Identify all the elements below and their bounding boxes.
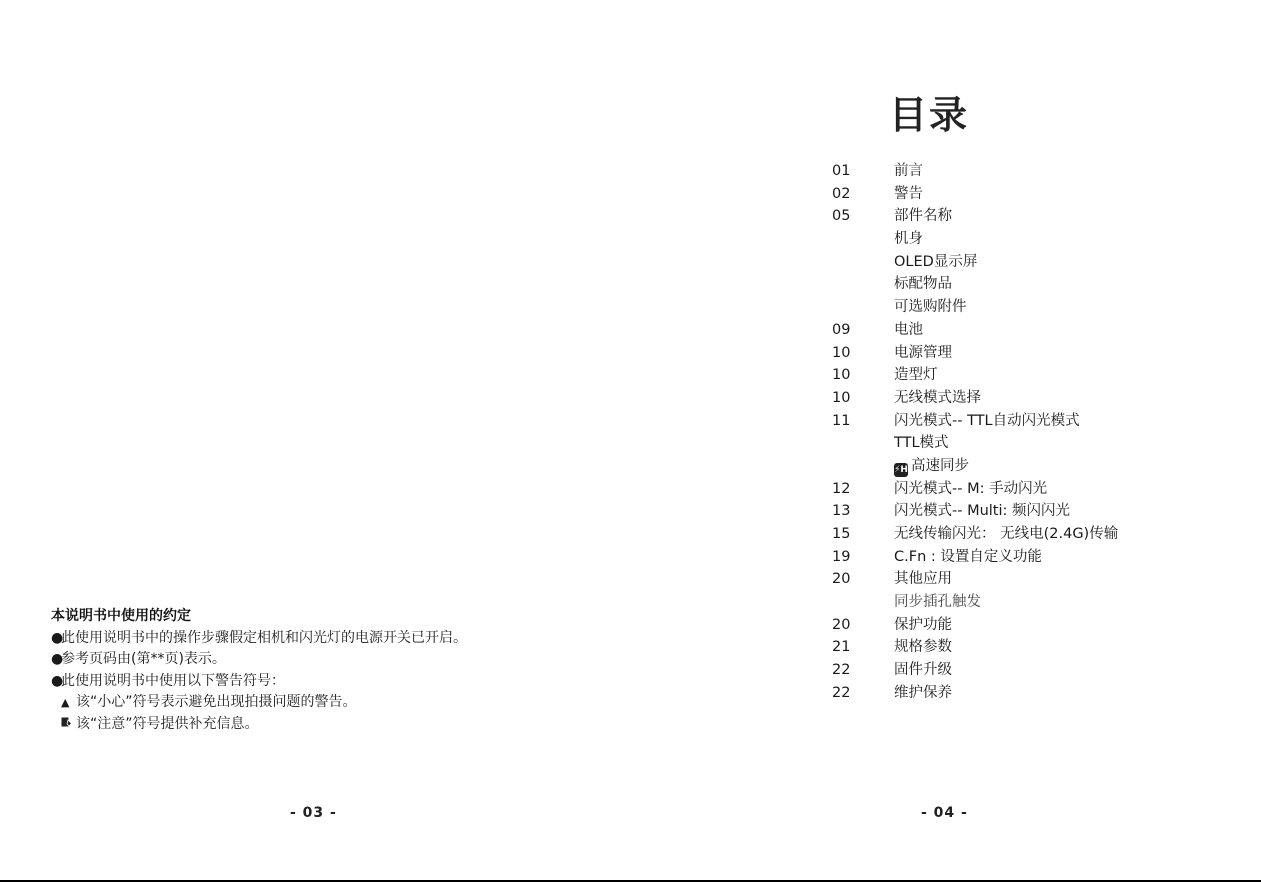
toc-page-number: 02 xyxy=(832,185,851,202)
bullet-item: ●此使用说明书中的操作步骤假定相机和闪光灯的电源开关已开启。 xyxy=(51,628,467,650)
toc-entry-text: 同步插孔触发 xyxy=(894,594,981,611)
toc-page-number: 01 xyxy=(832,163,851,179)
high-speed-sync-icon: ⚡H xyxy=(894,464,908,475)
toc-entry-text: 电源管理 xyxy=(894,344,952,361)
toc-page-number: 20 xyxy=(832,571,851,588)
toc-entry-text: 其他应用 xyxy=(894,571,952,588)
toc-entry-text: 前言 xyxy=(894,163,923,179)
toc-page-number: 13 xyxy=(832,503,851,520)
toc-entry-label xyxy=(894,500,1070,523)
toc-entry-label xyxy=(894,614,952,637)
toc-entry-text: 部件名称 xyxy=(894,208,952,225)
toc-entry-text: 无线传输闪光： 无线电(2.4G)传输 xyxy=(894,526,1119,542)
toc-entry-label xyxy=(894,523,1118,546)
toc-entry-text: OLED显示屏 xyxy=(894,253,978,270)
toc-entry-text: 闪光模式-- M: 手动闪光 xyxy=(894,480,1048,497)
bullet-item: ●此使用说明书中使用以下警告符号： xyxy=(51,671,467,693)
caution-symbol-line: ▲ 该“小心”符号表示避免出现拍摄问题的警告。 xyxy=(51,692,467,714)
toc-entry-label xyxy=(894,478,1047,501)
conventions-section xyxy=(51,606,467,735)
toc-entry-label xyxy=(894,228,923,251)
toc-page-number: 11 xyxy=(832,412,851,429)
toc-page-number: 05 xyxy=(832,208,851,225)
bullet-item: ●参考页码由(第**页)表示。 xyxy=(51,649,467,671)
toc-entry-text: 警告 xyxy=(894,185,923,202)
toc-entry-label xyxy=(894,205,952,228)
toc-entry-label xyxy=(894,387,981,410)
toc-page-number: 19 xyxy=(832,548,851,565)
toc-entry-text: 高速同步 xyxy=(911,457,969,474)
toc-page-number: 21 xyxy=(832,639,851,656)
toc-entry-text: 闪光模式-- TTL自动闪光模式 xyxy=(894,412,1080,429)
bullet-icon: ● xyxy=(51,629,64,646)
toc-page-number: 20 xyxy=(832,616,851,633)
toc-entry-label xyxy=(894,659,952,682)
caution-triangle-icon: ▲ xyxy=(61,696,70,709)
toc-page-number: 22 xyxy=(832,684,851,701)
toc-entry-text: 保护功能 xyxy=(894,616,952,633)
toc-entry-label xyxy=(894,342,952,365)
toc-entry-label xyxy=(894,636,952,659)
conventions-heading: 本说明书中使用的约定 xyxy=(51,608,191,624)
page-number-right: - 04 - xyxy=(921,805,968,821)
toc-entry-label xyxy=(894,364,938,387)
toc-entry-text: 造型灯 xyxy=(894,367,938,384)
toc-page-number: 10 xyxy=(832,344,851,361)
toc-entry-text: 标配物品 xyxy=(894,276,952,293)
note-icon xyxy=(61,714,73,736)
toc-entry-label xyxy=(894,591,981,614)
bullet-icon: ● xyxy=(51,672,64,689)
toc-entry-text: TTL模式 xyxy=(894,435,949,452)
toc-page-number: 12 xyxy=(832,480,851,497)
toc-entry-label xyxy=(894,183,923,206)
toc-entry-text: C.Fn : 设置自定义功能 xyxy=(894,548,1042,565)
toc-entry-label xyxy=(894,410,1080,433)
bullet-icon: ● xyxy=(51,651,64,667)
toc-entry-label xyxy=(894,296,967,319)
toc-entry-label xyxy=(894,273,952,296)
toc-entry-text: 机身 xyxy=(894,231,923,248)
toc-page-number: 09 xyxy=(832,321,851,338)
toc-entry-label xyxy=(894,682,952,705)
toc-entry-text: 可选购附件 xyxy=(894,299,967,316)
toc-entry-label xyxy=(894,546,1042,569)
toc-page-number: 10 xyxy=(832,389,851,406)
toc-entry-label xyxy=(894,455,969,478)
toc-entry-label xyxy=(894,319,923,342)
toc-entry-text: 维护保养 xyxy=(894,684,952,701)
toc-entry-text: 固件升级 xyxy=(894,662,952,679)
toc-entry-text: 电池 xyxy=(894,321,923,338)
note-symbol-line: 该“注意”符号提供补充信息。 xyxy=(51,714,467,736)
toc-entry-text: 规格参数 xyxy=(894,639,952,656)
toc-entry-label xyxy=(894,568,952,591)
toc-title: 目录 xyxy=(889,93,970,137)
toc-entry-text: 无线模式选择 xyxy=(894,389,981,406)
toc-page-number: 15 xyxy=(832,526,851,542)
bottom-border xyxy=(0,880,1261,882)
toc-entry-text: 闪光模式-- Multi: 频闪闪光 xyxy=(894,503,1071,520)
page-number-left: - 03 - xyxy=(290,805,337,821)
toc-entry-label xyxy=(894,251,977,274)
toc-page-number: 22 xyxy=(832,662,851,679)
toc-entry-label xyxy=(894,160,923,183)
toc-entry-label xyxy=(894,432,949,455)
toc-page-number: 10 xyxy=(832,367,851,384)
